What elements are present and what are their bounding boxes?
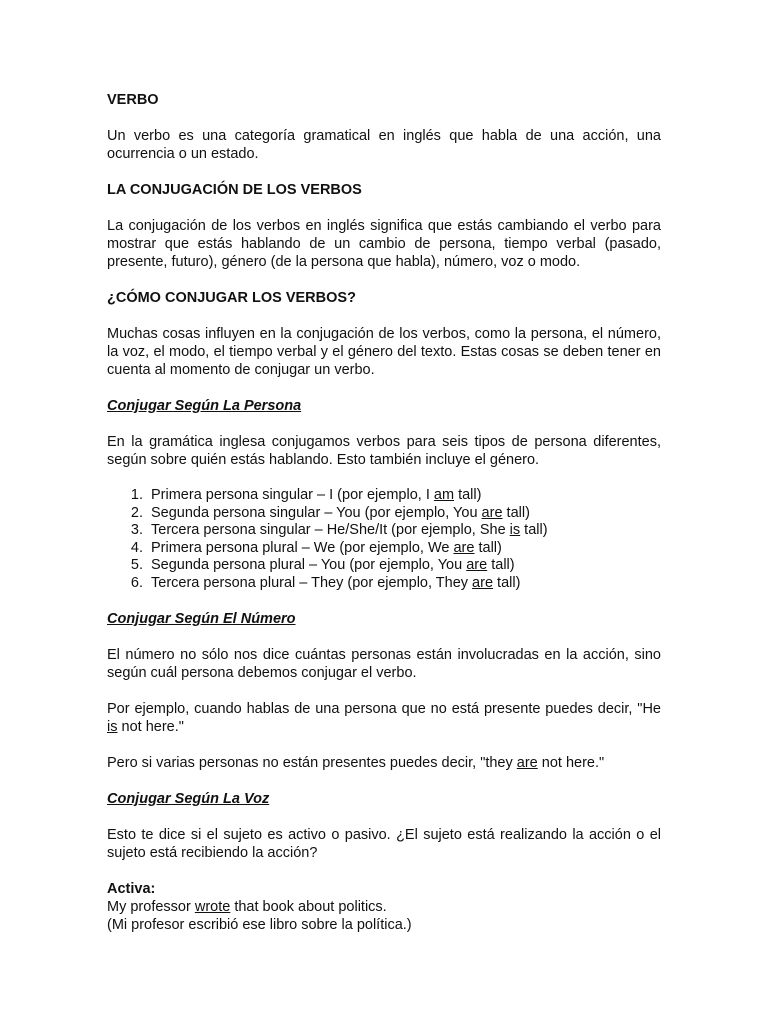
page-title: VERBO: [107, 92, 159, 108]
list-number: 1.: [130, 487, 143, 503]
subheading-numero: Conjugar Según El Número: [107, 611, 296, 627]
example-tail: not here.": [117, 719, 184, 735]
verb-underlined: is: [509, 522, 521, 538]
intro-paragraph: Un verbo es una categoría gramatical en inglés que habla de una acción, una ocurrencia o un estado.: [107, 128, 661, 162]
verb-underlined: are: [466, 557, 488, 573]
list-item-text: Segunda persona plural – You (por ejemplo, You: [151, 557, 467, 573]
verb-underlined: wrote: [194, 899, 231, 915]
list-item: [107, 575, 661, 593]
persona-paragraph: En la gramática inglesa conjugamos verbos para seis tipos de persona diferentes, según sobre quién estás hablando. Esto también incluye el género.: [107, 434, 661, 468]
list-item-text: Primera persona singular – I (por ejemplo, I: [151, 487, 434, 503]
activa-example: [107, 898, 661, 916]
document-page: [107, 91, 661, 934]
subheading-persona: Conjugar Según La Persona: [107, 398, 302, 414]
list-item-text: Segunda persona singular – You (por ejemplo, You: [151, 504, 482, 521]
activa-label: Activa:: [107, 881, 156, 897]
example-text: Por ejemplo, cuando hablas de una persona que no está presente puedes decir, "He: [107, 701, 661, 717]
list-item-tail: tall): [502, 504, 530, 521]
list-item-text: Tercera persona singular – He/She/It (por ejemplo, She: [151, 522, 510, 538]
example-tail: not here.": [537, 755, 605, 771]
example-text: My professor: [107, 899, 195, 915]
list-item: [107, 487, 661, 505]
list-item: [107, 557, 661, 575]
list-item-tail: tall): [487, 557, 515, 573]
list-number: 3.: [130, 522, 143, 538]
list-number: 4.: [130, 539, 143, 556]
list-item: [107, 540, 661, 558]
numero-example-1: [107, 700, 661, 736]
conjugacion-paragraph: La conjugación de los verbos en inglés significa que estás cambiando el verbo para mostrar que estás hablando de un cambio de persona, tiempo verbal (pasado, presente, futuro), género (de la persona que habla), número, voz o modo.: [107, 218, 661, 270]
list-item-text: Primera persona plural – We (por ejemplo, We: [151, 539, 454, 556]
example-text: Pero si varias personas no están presentes puedes decir, "they: [107, 755, 517, 771]
list-item-tail: tall): [493, 574, 521, 591]
persona-list: [107, 487, 661, 592]
list-item: [107, 505, 661, 523]
verb-underlined: are: [453, 539, 475, 556]
list-item-tail: tall): [474, 539, 502, 556]
section-heading-conjugacion: LA CONJUGACIÓN DE LOS VERBOS: [107, 182, 362, 198]
verb-underlined: is: [107, 719, 118, 735]
list-number: 6.: [130, 574, 143, 591]
como-conjugar-paragraph: Muchas cosas influyen en la conjugación de los verbos, como la persona, el número, la voz, el modo, el tiempo verbal y el género del texto. Estas cosas se deben tener en cuenta al momento de conjugar un verbo.: [107, 326, 661, 378]
list-number: 2.: [130, 504, 143, 521]
verb-underlined: am: [433, 487, 455, 503]
list-item-tail: tall): [520, 522, 548, 538]
list-item: [107, 522, 661, 540]
voz-paragraph: Esto te dice si el sujeto es activo o pasivo. ¿El sujeto está realizando la acción o el sujeto está recibiendo la acción?: [107, 827, 661, 861]
verb-underlined: are: [472, 574, 494, 591]
example-tail: that book about politics.: [230, 899, 387, 915]
list-number: 5.: [130, 557, 143, 573]
list-item-tail: tall): [454, 487, 482, 503]
numero-paragraph: El número no sólo nos dice cuántas personas están involucradas en la acción, sino según cuál persona debemos conjugar el verbo.: [107, 647, 661, 681]
activa-translation: (Mi profesor escribió ese libro sobre la política.): [107, 917, 412, 933]
verb-underlined: are: [481, 504, 503, 521]
verb-underlined: are: [516, 755, 538, 771]
numero-example-2: [107, 754, 661, 772]
subheading-voz: Conjugar Según La Voz: [107, 791, 270, 807]
section-heading-como-conjugar: ¿CÓMO CONJUGAR LOS VERBOS?: [107, 290, 356, 306]
list-item-text: Tercera persona plural – They (por ejemplo, They: [151, 574, 473, 591]
